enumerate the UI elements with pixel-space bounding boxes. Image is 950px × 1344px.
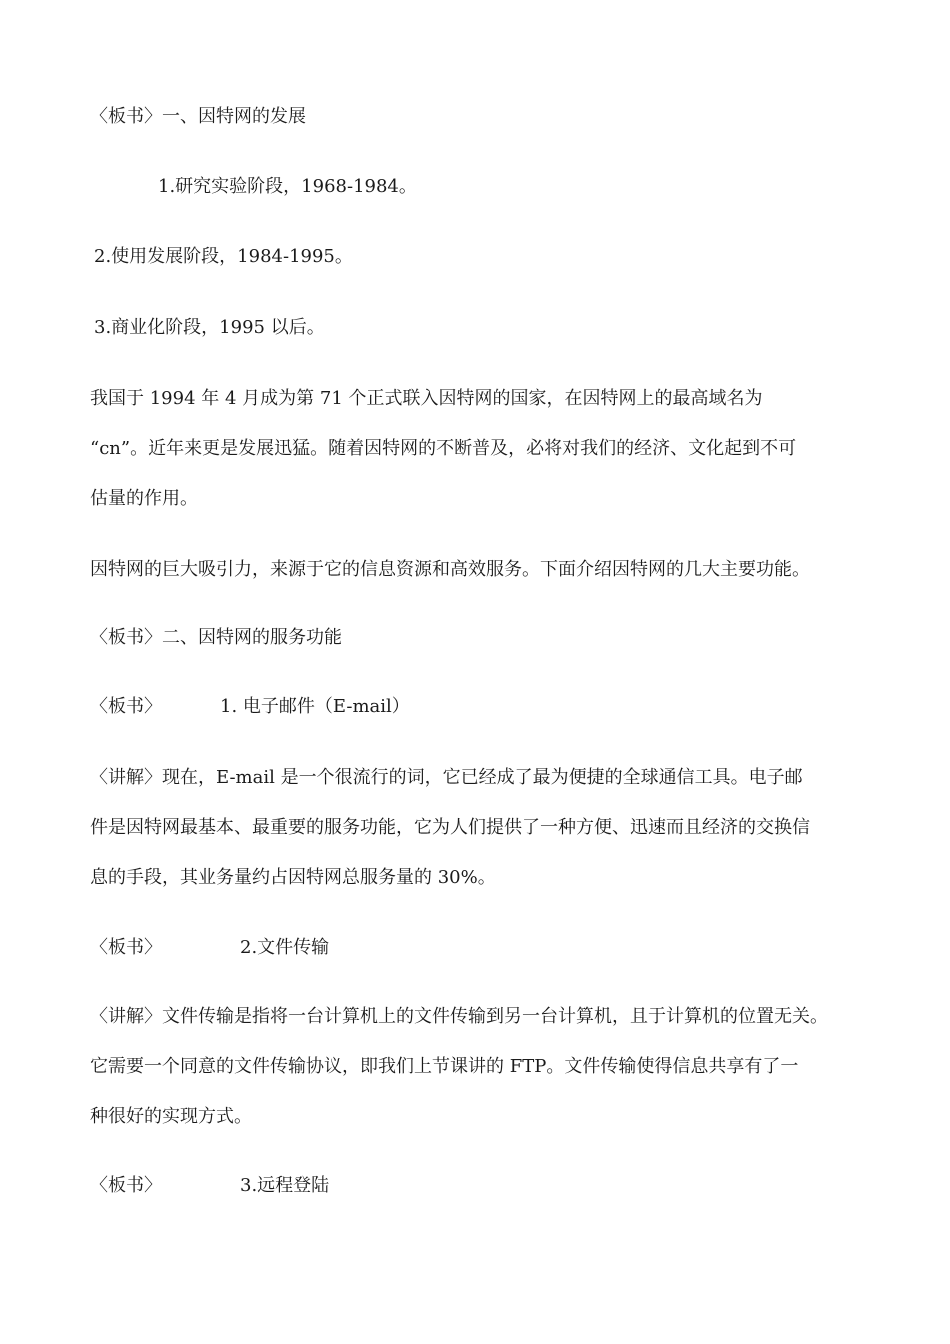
paragraph-1-line-1: 我国于 1994 年 4 月成为第 71 个正式联入因特网的国家，在因特网上的最高域名为 [90, 388, 763, 409]
list-item-3: 3.商业化阶段，1995 以后。 [94, 317, 325, 338]
heading-1: 〈板书〉一、因特网的发展 [90, 106, 306, 127]
subheading-email: 1. 电子邮件（E-mail） [220, 696, 410, 717]
paragraph-1-line-3: 估量的作用。 [90, 488, 198, 509]
paragraph-4-line-2: 它需要一个同意的文件传输协议，即我们上节课讲的 FTP。文件传输使得信息共享有了一 [90, 1056, 799, 1077]
paragraph-3-line-3: 息的手段，其业务量约占因特网总服务量的 30%。 [90, 867, 496, 888]
board-label-3: 〈板书〉 [90, 1175, 162, 1196]
subheading-remote-login: 3.远程登陆 [240, 1175, 330, 1196]
list-item-2: 2.使用发展阶段，1984-1995。 [94, 246, 353, 267]
paragraph-4-line-3: 种很好的实现方式。 [90, 1106, 252, 1127]
paragraph-1-line-2: “cn”。近年来更是发展迅猛。随着因特网的不断普及，必将对我们的经济、文化起到不可 [90, 438, 797, 459]
paragraph-2: 因特网的巨大吸引力，来源于它的信息资源和高效服务。下面介绍因特网的几大主要功能。 [90, 559, 810, 580]
paragraph-3-line-2: 件是因特网最基本、最重要的服务功能，它为人们提供了一种方便、迅速而且经济的交换信 [90, 817, 810, 838]
paragraph-3-line-1: 〈讲解〉现在，E-mail 是一个很流行的词，它已经成了最为便捷的全球通信工具。电子邮 [90, 767, 803, 788]
subheading-file-transfer: 2.文件传输 [240, 937, 330, 958]
board-label-2: 〈板书〉 [90, 937, 162, 958]
paragraph-4-line-1: 〈讲解〉文件传输是指将一台计算机上的文件传输到另一台计算机，且于计算机的位置无关。 [90, 1006, 828, 1027]
list-item-1: 1.研究实验阶段，1968-1984。 [158, 176, 417, 197]
heading-2: 〈板书〉二、因特网的服务功能 [90, 627, 342, 648]
board-label-1: 〈板书〉 [90, 696, 162, 717]
